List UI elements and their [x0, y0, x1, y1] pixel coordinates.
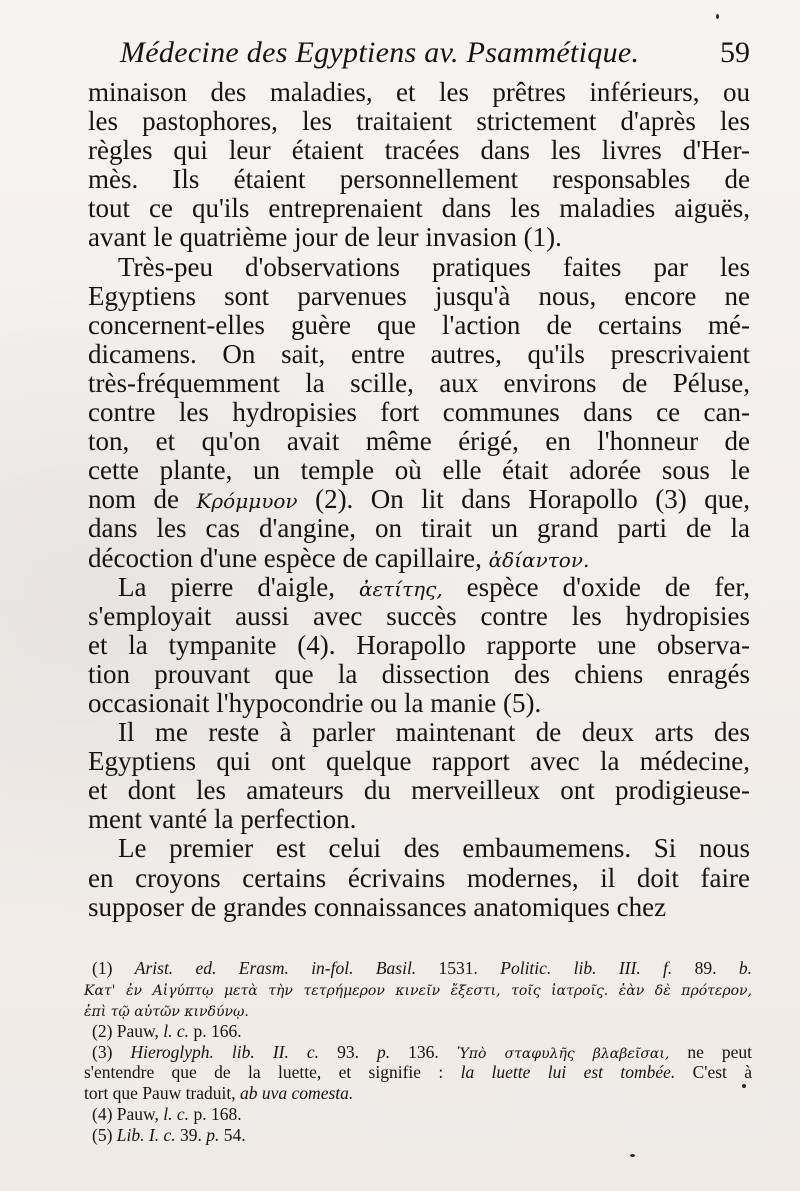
text-line: en croyons certains écrivains modernes, il doit faire [88, 862, 750, 893]
citation: Politic. lib. III. f. [500, 958, 673, 978]
paragraph-first-line: Le premier est celui des embaumemens. Si nous [118, 833, 750, 864]
greek-word: ἀδίαντον. [488, 547, 590, 572]
text-line: Egyptiens qui ont quelque rapport avec la médecine, [88, 746, 750, 777]
text-segment: (2) Pauw, [92, 1020, 164, 1041]
text-line: les pastophores, les traitaient strictement d'après les [88, 106, 750, 137]
text-line: très-fréquemment la scille, aux environs de Péluse, [88, 367, 750, 398]
citation: l. c. [163, 1104, 190, 1125]
text-line: tion prouvant que la dissection des chiens enragés [88, 658, 750, 689]
text-line: tout ce qu'ils entreprenaient dans les maladies aiguës, [88, 193, 750, 224]
citation: Hieroglyph. lib. II. c. [130, 1041, 320, 1062]
greek-quote: ἐπὶ τῷ αὐτῶν κινδύνῳ. [84, 1003, 249, 1020]
text-line: minaison des maladies, et les prêtres inférieurs, ou [88, 77, 750, 107]
footnote-4 [84, 1104, 752, 1125]
text-segment: C'est à [675, 1062, 752, 1083]
text-segment: 93. [319, 1041, 378, 1062]
text-segment: décoction d'une espèce de capillaire, [88, 542, 489, 573]
text-line: contre les hydropisies fort communes dans ce can- [88, 397, 750, 428]
text-line: concernent-elles guère que l'action de certains mé- [88, 309, 750, 340]
text-line: s'employait aussi avec succès contre les hydropisies [88, 600, 750, 631]
quotation: ab uva comesta. [240, 1083, 354, 1104]
greek-quote: Κατ' ἐν Αἰγύπτῳ μετὰ τὴν τετρήμερον κινεῖν ἔξεστι, τοῖς ἰατροῖς. ἐὰν δὲ πρότερον, [84, 982, 752, 999]
text-segment: s'entendre que de la luette, et signifie : [84, 1062, 461, 1083]
text-line: avant le quatrième jour de leur invasion (1). [88, 222, 562, 253]
citation: b. [738, 958, 752, 978]
text-segment: (4) Pauw, [92, 1104, 164, 1125]
footnote-marker: (1) [92, 958, 113, 978]
text-line: règles qui leur étaient tracées dans les livres d'Her- [88, 135, 750, 166]
citation: p. [377, 1041, 391, 1062]
greek-quote: Ὑπὸ σταφυλῆς βλαβεῖσαι, [456, 1045, 670, 1062]
paragraph-first-line: Il me reste à parler maintenant de deux arts des [118, 717, 750, 748]
footnote-marker: (3) [92, 1041, 131, 1062]
footnote-marker: (5) [92, 1125, 117, 1146]
footnote-1 [84, 958, 752, 979]
footnote-greek-line [84, 979, 752, 1000]
body-text [88, 78, 750, 922]
text-segment: espèce d'oxide de fer, [442, 571, 750, 602]
text-line: ton, et qu'on avait même érigé, en l'honneur de [88, 426, 750, 457]
running-head-title: Médecine des Egyptiens av. Psammétique. [120, 36, 640, 69]
footnote-3 [84, 1042, 752, 1063]
text-line: dans les cas d'angine, on tirait un grand parti de la [88, 513, 750, 544]
paragraph-first-line [88, 573, 750, 602]
citation: p. [206, 1125, 220, 1146]
text-line: et la tympanite (4). Horapollo rapporte une observa- [88, 629, 750, 660]
text-line [88, 544, 750, 573]
text-segment: La pierre d'aigle, [118, 571, 359, 602]
ink-speck [716, 14, 719, 19]
text-segment: tort que Pauw traduit, [84, 1083, 241, 1104]
paragraph-first-line: Très-peu d'observations pratiques faites par les [118, 251, 750, 282]
footnotes [84, 958, 752, 1146]
text-line: cette plante, un temple où elle était adorée sous le [88, 455, 750, 486]
citation: l. c. [163, 1020, 190, 1041]
footnote-greek-line [84, 1000, 752, 1021]
footnote-2 [84, 1021, 752, 1042]
text-segment: 39. [175, 1125, 207, 1146]
text-line: supposer de grandes connaissances anatomiques chez [88, 891, 667, 922]
running-head [120, 36, 750, 76]
text-segment: 136. [390, 1041, 457, 1062]
text-segment: nom de [88, 484, 197, 515]
text-segment: ne peut [669, 1041, 753, 1062]
text-line [88, 485, 750, 514]
footnote-5 [84, 1125, 752, 1146]
text-line: et dont les amateurs du merveilleux ont prodigieuse- [88, 775, 750, 806]
ink-speck [742, 1084, 746, 1088]
text-segment: p. 168. [189, 1104, 242, 1125]
footnote-3-cont [84, 1083, 752, 1104]
quotation: la luette lui est tombée. [460, 1062, 676, 1083]
ink-speck [630, 1154, 635, 1157]
text-segment: (2). On lit dans Horapollo (3) que, [297, 484, 750, 515]
text-line: Egyptiens sont parvenues jusqu'à nous, encore ne [88, 280, 750, 311]
text-line: dicamens. On sait, entre autres, qu'ils prescrivaient [88, 338, 750, 369]
text-segment: 1531. [416, 958, 501, 978]
text-segment: 89. [672, 958, 739, 978]
page-number: 59 [720, 36, 750, 69]
text-segment: 54. [219, 1125, 246, 1146]
citation: Arist. ed. Erasm. in-fol. Basil. [134, 958, 417, 978]
citation: Lib. I. c. [116, 1125, 176, 1146]
text-line: occasionait l'hypocondrie ou la manie (5). [88, 687, 542, 718]
text-line: ment vanté la perfection. [88, 804, 357, 835]
footnote-3-cont [84, 1062, 752, 1083]
text-segment: p. 166. [189, 1020, 242, 1041]
greek-word: Κρόμμυον [196, 489, 298, 514]
greek-word: ἀετίτης, [358, 576, 443, 601]
text-line: mès. Ils étaient personnellement responsables de [88, 164, 750, 195]
